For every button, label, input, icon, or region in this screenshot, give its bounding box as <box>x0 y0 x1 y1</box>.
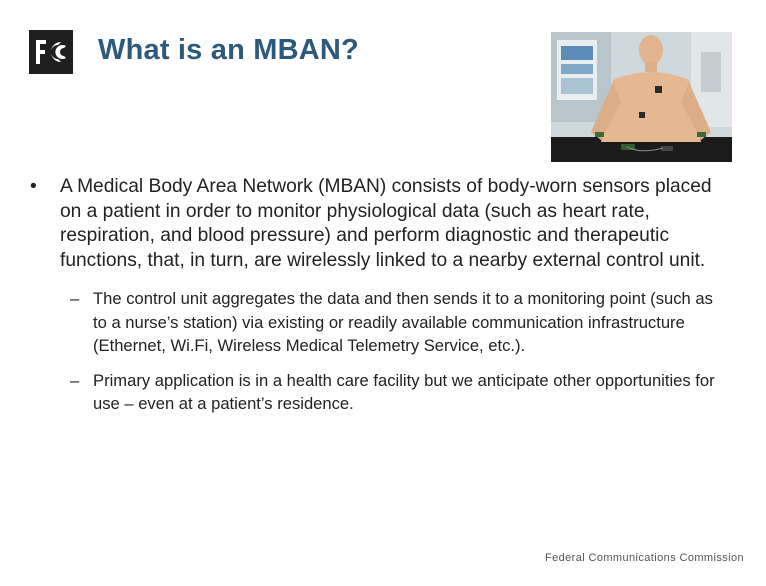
sub-bullet-item <box>30 369 730 416</box>
sub-bullet-marker: – <box>70 370 80 390</box>
fcc-logo-icon <box>29 30 73 74</box>
sub-bullet-marker: – <box>70 289 80 308</box>
sub-bullet-text: The control unit aggregates the data and then sends it to a monitoring point (such as to a nurse’s station) via existing or readily available communication infrastructure (Ethernet, Wi.Fi, Wireless Medical Telemetry Service, etc.). <box>93 289 713 355</box>
bullet-item <box>30 175 730 273</box>
bullet-text: A Medical Body Area Network (MBAN) consists of body-worn sensors placed on a patient in order to monitor physiological data (such as heart rate, respiration, and blood pressure) and perform diagnostic and therapeutic functions, that, in turn, are wirelessly linked to a nearby external control unit. <box>60 176 712 271</box>
sub-bullet-item <box>30 287 730 358</box>
sub-bullet-text: Primary application is in a health care facility but we anticipate other opportunities for use – even at a patient’s residence. <box>93 370 715 413</box>
bullet-marker: • <box>30 176 37 197</box>
slide-content <box>30 175 730 416</box>
footer-agency-name: Federal Communications Commission <box>544 552 744 564</box>
slide-title: What is an MBAN? <box>98 34 359 66</box>
mannequin-with-body-sensors-photo <box>551 32 732 162</box>
fcc-logo <box>29 30 73 74</box>
